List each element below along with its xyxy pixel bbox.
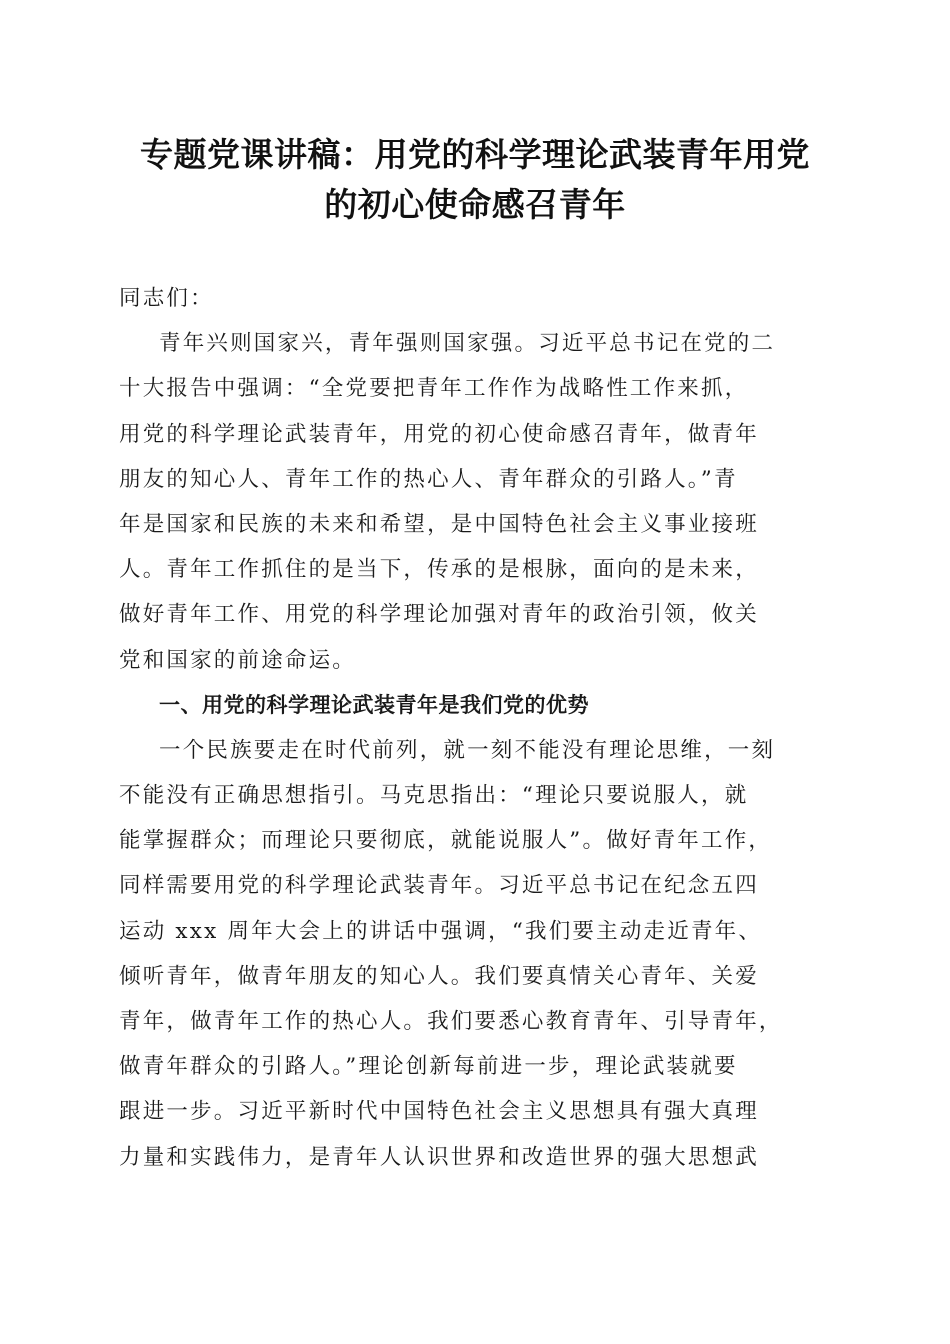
- paragraph-1-line: 人。青年工作抓住的是当下，传承的是根脉，面向的是未来，: [119, 557, 759, 583]
- paragraph-1-line: 用党的科学理论武装青年，用党的初心使命感召青年，做青年: [119, 421, 759, 447]
- section-heading-1: 一、用党的科学理论武装青年是我们党的优势: [159, 692, 589, 717]
- paragraph-2-line: 跟进一步。习近平新时代中国特色社会主义思想具有强大真理: [119, 1099, 759, 1125]
- paragraph-1-line: 十大报告中强调：“全党要把青年工作作为战略性工作来抓，: [119, 376, 749, 402]
- document-title: [100, 130, 850, 230]
- paragraph-1-line: 年是国家和民族的未来和希望，是中国特色社会主义事业接班: [119, 511, 759, 537]
- title-line-2: 的初心使命感召青年: [324, 185, 626, 224]
- paragraph-2-line: 一个民族要走在时代前列，就一刻不能没有理论思维，一刻: [159, 737, 776, 763]
- salutation: 同志们：: [119, 286, 214, 311]
- paragraph-1-line: 青年兴则国家兴，青年强则国家强。习近平总书记在党的二: [159, 331, 776, 357]
- paragraph-1-line: 做好青年工作、用党的科学理论加强对青年的政治引领，攸关: [119, 602, 759, 628]
- paragraph-2-line: 能掌握群众；而理论只要彻底，就能说服人”。做好青年工作，: [119, 828, 773, 854]
- paragraph-2-line: 运动 xxx 周年大会上的讲话中强调，“我们要主动走近青年、: [119, 918, 763, 944]
- paragraph-2-line: 力量和实践伟力，是青年人认识世界和改造世界的强大思想武: [119, 1144, 759, 1170]
- paragraph-1-line: 党和国家的前途命运。: [119, 647, 357, 673]
- title-line-1: 专题党课讲稿：用党的科学理论武装青年用党: [140, 135, 810, 174]
- document-body: [119, 276, 831, 1180]
- paragraph-1-line: 朋友的知心人、青年工作的热心人、青年群众的引路人。”青: [119, 466, 738, 492]
- paragraph-2-line: 不能没有正确思想指引。马克思指出：“理论只要说服人，就: [119, 783, 749, 809]
- paragraph-2-line: 做青年群众的引路人。”理论创新每前进一步，理论武装就要: [119, 1054, 738, 1080]
- paragraph-2-line: 青年，做青年工作的热心人。我们要悉心教育青年、引导青年，: [119, 1009, 783, 1034]
- paragraph-2-line: 倾听青年，做青年朋友的知心人。我们要真情关心青年、关爱: [119, 963, 759, 989]
- paragraph-2-line: 同样需要用党的科学理论武装青年。习近平总书记在纪念五四: [119, 873, 759, 899]
